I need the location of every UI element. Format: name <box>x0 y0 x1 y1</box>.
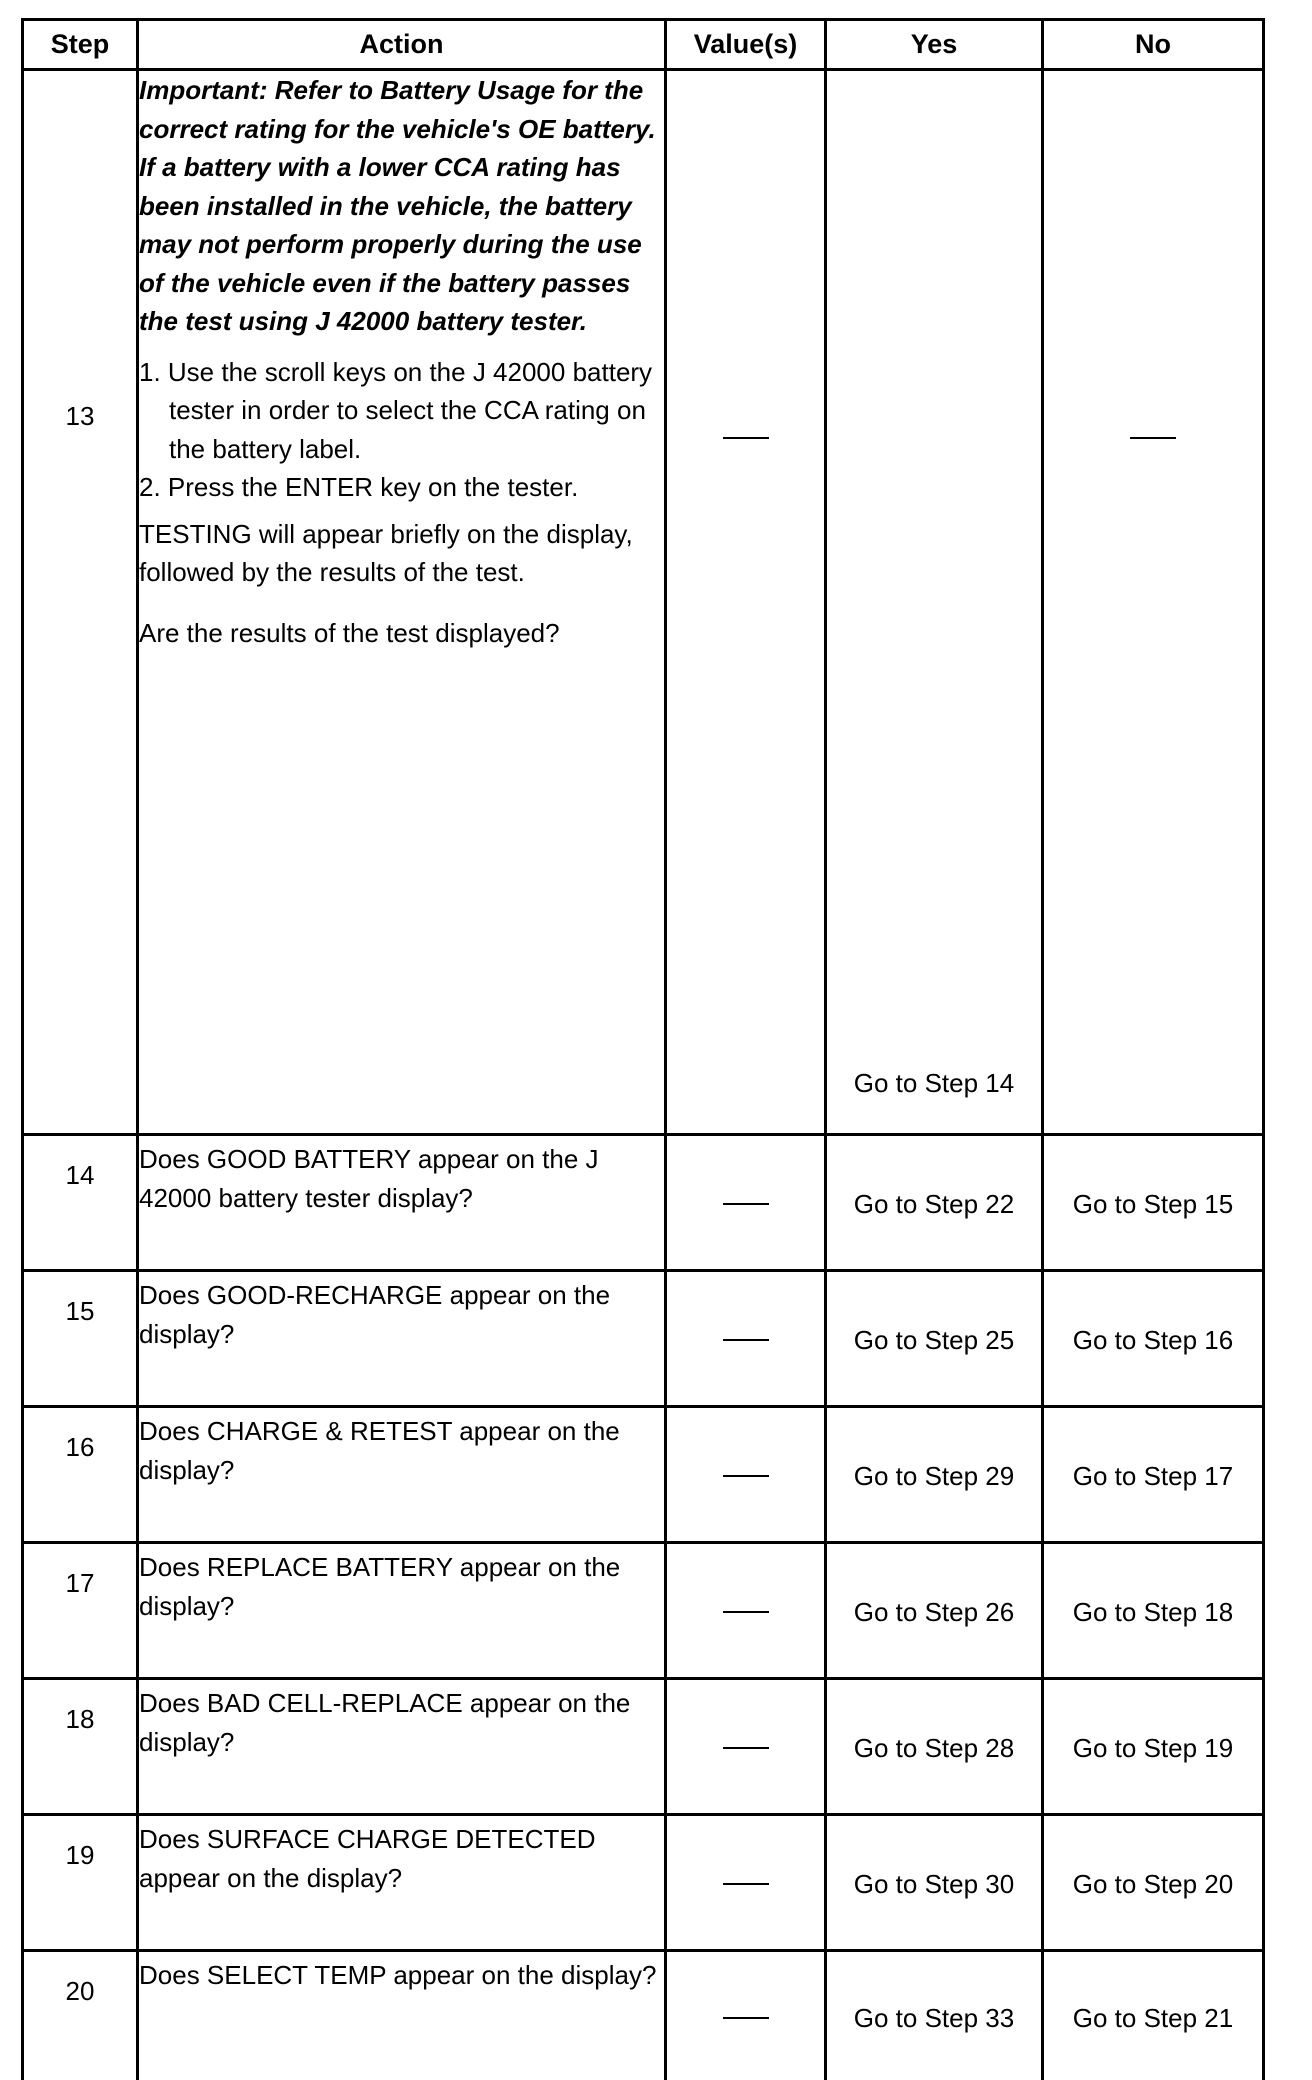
no-value-dash <box>723 1203 769 1205</box>
step-number: 14 <box>23 1135 138 1271</box>
step-number: 13 <box>23 70 138 1135</box>
header-row <box>23 20 1264 70</box>
step-number: 19 <box>23 1815 138 1951</box>
action-question: Does SELECT TEMP appear on the display? <box>138 1951 666 2080</box>
no-result: Go to Step 19 <box>1043 1679 1264 1815</box>
table-row <box>23 1135 1264 1271</box>
header-values: Value(s) <box>666 20 826 70</box>
yes-result: Go to Step 29 <box>826 1407 1043 1543</box>
header-action: Action <box>138 20 666 70</box>
yes-result: Go to Step 25 <box>826 1271 1043 1407</box>
action-question: Does BAD CELL-REPLACE appear on the display? <box>138 1679 666 1815</box>
step-number: 18 <box>23 1679 138 1815</box>
no-result-cell <box>1043 70 1264 1135</box>
action-question: Does SURFACE CHARGE DETECTED appear on the display? <box>138 1815 666 1951</box>
no-value-dash <box>723 1339 769 1341</box>
yes-result: Go to Step 33 <box>826 1951 1043 2080</box>
yes-result: Go to Step 26 <box>826 1543 1043 1679</box>
yes-result: Go to Step 30 <box>826 1815 1043 1951</box>
table-row <box>23 1815 1264 1951</box>
no-value-dash <box>723 1883 769 1885</box>
action-cell <box>138 70 666 1135</box>
yes-result: Go to Step 22 <box>826 1135 1043 1271</box>
table-row <box>23 1407 1264 1543</box>
testing-note: TESTING will appear briefly on the display, followed by the results of the test. <box>139 515 664 592</box>
table-row <box>23 1271 1264 1407</box>
value-cell <box>666 1135 826 1271</box>
value-cell <box>666 1407 826 1543</box>
no-result: Go to Step 16 <box>1043 1271 1264 1407</box>
no-result: Go to Step 20 <box>1043 1815 1264 1951</box>
step-number: 16 <box>23 1407 138 1543</box>
no-result: Go to Step 17 <box>1043 1407 1264 1543</box>
header-yes: Yes <box>826 20 1043 70</box>
yes-result: Go to Step 14 <box>826 70 1043 1135</box>
table-row-step-13 <box>23 70 1264 1135</box>
diagnostic-table <box>21 18 1265 2080</box>
value-cell <box>666 1679 826 1815</box>
value-cell <box>666 70 826 1135</box>
action-question: Does CHARGE & RETEST appear on the display? <box>138 1407 666 1543</box>
step-number: 20 <box>23 1951 138 2080</box>
no-value-dash <box>723 2017 769 2019</box>
step-number: 17 <box>23 1543 138 1679</box>
table-row <box>23 1543 1264 1679</box>
no-result: Go to Step 18 <box>1043 1543 1264 1679</box>
no-value-dash <box>723 1747 769 1749</box>
table-row <box>23 1951 1264 2080</box>
no-result: Go to Step 15 <box>1043 1135 1264 1271</box>
no-value-dash <box>723 1611 769 1613</box>
value-cell <box>666 1815 826 1951</box>
table-row <box>23 1679 1264 1815</box>
header-no: No <box>1043 20 1264 70</box>
header-step: Step <box>23 20 138 70</box>
action-question: Does GOOD BATTERY appear on the J 42000 battery tester display? <box>138 1135 666 1271</box>
step-number: 15 <box>23 1271 138 1407</box>
action-step-2: 2. Press the ENTER key on the tester. <box>139 468 664 507</box>
action-steps-list <box>139 353 664 507</box>
no-result-dash <box>1130 437 1176 439</box>
value-cell <box>666 1951 826 2080</box>
action-question: Does GOOD-RECHARGE appear on the display? <box>138 1271 666 1407</box>
action-step-1: 1. Use the scroll keys on the J 42000 battery tester in order to select the CCA rating on the battery label. <box>139 353 664 469</box>
step-question: Are the results of the test displayed? <box>139 614 664 653</box>
no-value-dash <box>723 437 769 439</box>
value-cell <box>666 1271 826 1407</box>
no-value-dash <box>723 1475 769 1477</box>
no-result: Go to Step 21 <box>1043 1951 1264 2080</box>
important-note: Important: Refer to Battery Usage for the correct rating for the vehicle's OE battery. If a battery with a lower CCA rating has been installed in the vehicle, the battery may not perform properly during the use of the vehicle even if the battery passes the test using J 42000 battery tester. <box>139 71 664 341</box>
action-question: Does REPLACE BATTERY appear on the display? <box>138 1543 666 1679</box>
value-cell <box>666 1543 826 1679</box>
yes-result: Go to Step 28 <box>826 1679 1043 1815</box>
